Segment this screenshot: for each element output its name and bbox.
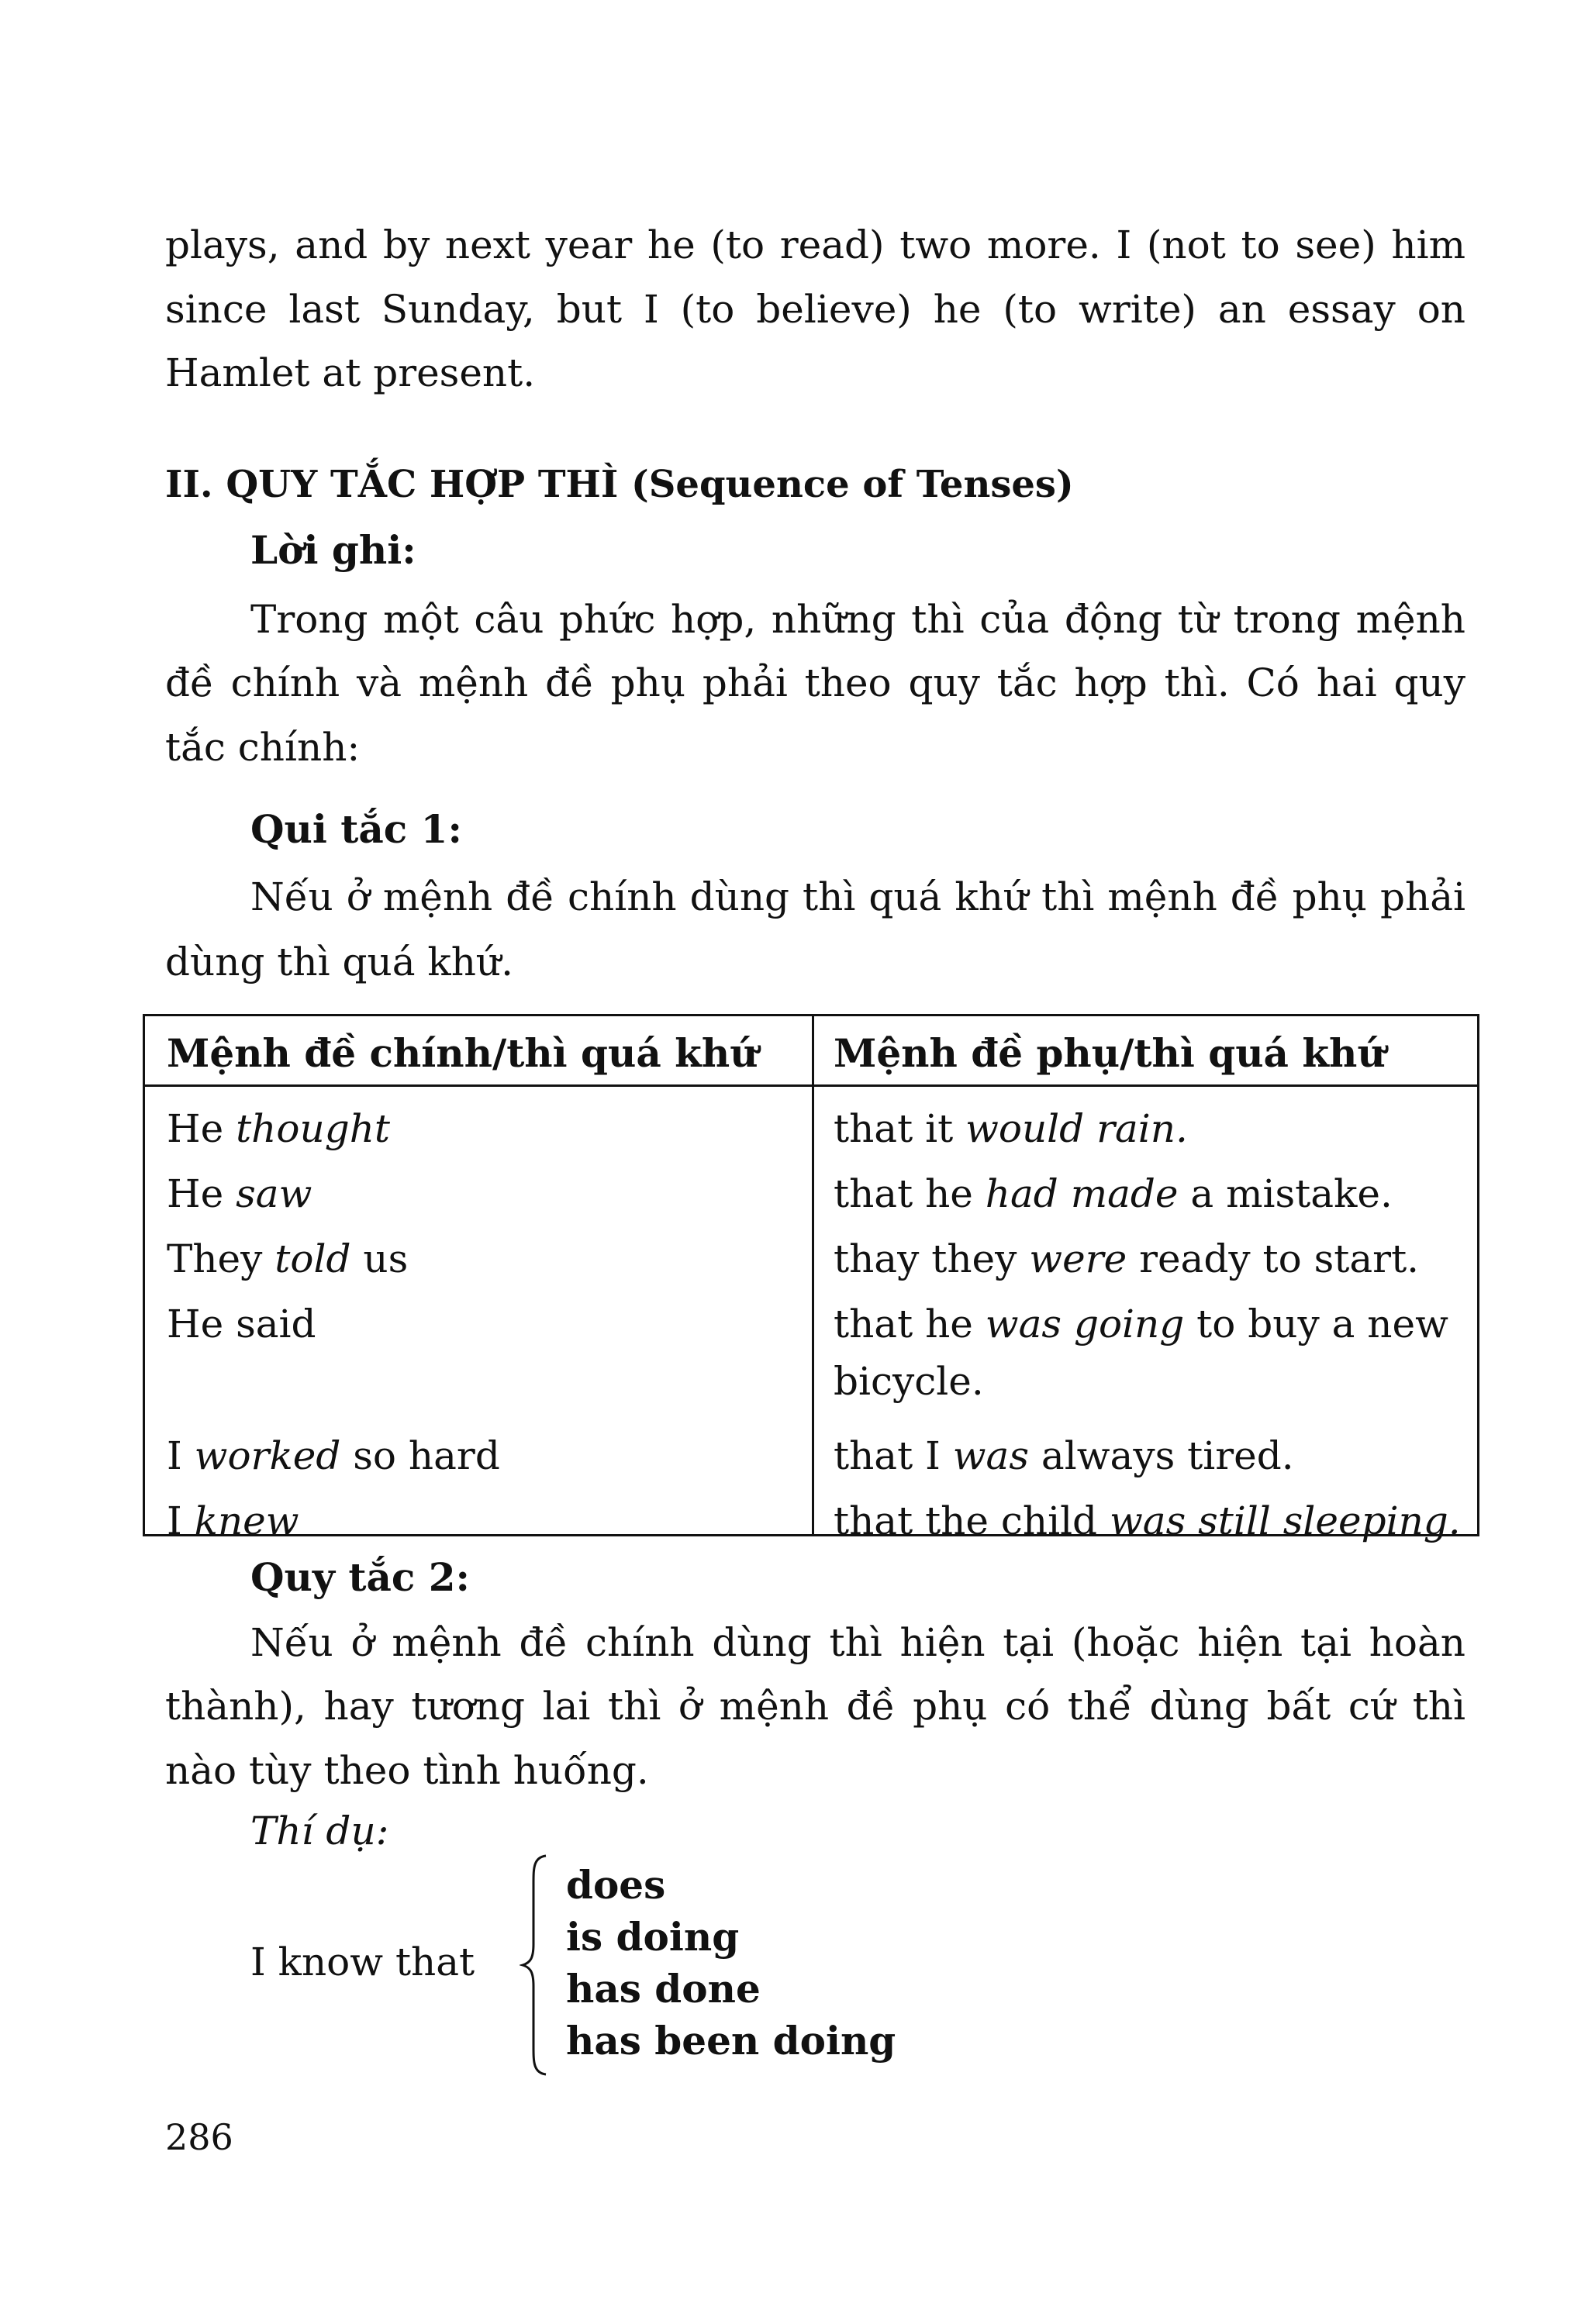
tense-table	[143, 1014, 1479, 1543]
table-cell-sub-seg-1: was still sleeping.	[1109, 1498, 1461, 1543]
table-cell-main-seg-0: He	[167, 1171, 236, 1216]
example-label: Thí dụ:	[250, 1809, 389, 1853]
table-cell-main-seg-1: saw	[236, 1171, 312, 1216]
table-cell-main	[167, 1302, 316, 1346]
table-cell-sub-continued	[834, 1359, 984, 1404]
section-title: II. QUY TẮC HỢP THÌ (Sequence of Tenses)	[165, 463, 1074, 506]
table-cell-main	[167, 1498, 299, 1543]
intro-line-3: Hamlet at present.	[165, 350, 536, 395]
rule-2-line-1: Nếu ở mệnh đề chính dùng thì hiện tại (hoặc hiện tại hoàn	[250, 1620, 1465, 1665]
table-cell-sub	[834, 1433, 1294, 1478]
table-cell-sub	[834, 1171, 1393, 1216]
intro-line-2: since last Sunday, but I (to believe) he (to write) an essay on	[165, 287, 1465, 332]
table-cell-sub-seg-0: that the child	[834, 1498, 1110, 1543]
table-cell-main-seg-0: He	[167, 1106, 236, 1151]
table-cell-sub-seg-0: that he	[834, 1171, 986, 1216]
example-option-1: does	[566, 1862, 666, 1908]
example-option-2: is doing	[566, 1914, 740, 1960]
table-cell-main-seg-1: thought	[236, 1106, 390, 1151]
table-cell-sub-seg-0: that it	[834, 1106, 966, 1151]
table-cell-sub-seg-2: to buy a new	[1184, 1302, 1448, 1346]
note-line-3: tắc chính:	[165, 725, 361, 770]
intro-line-1: plays, and by next year he (to read) two more. I (not to see) him	[165, 222, 1465, 267]
table-cell-sub-seg-1: were	[1029, 1236, 1127, 1281]
table-header-divider	[145, 1084, 1477, 1087]
table-cell-sub-seg-1: had made	[985, 1171, 1179, 1216]
note-label: Lời ghi:	[250, 527, 416, 573]
table-cell-main	[167, 1236, 408, 1281]
table-cell-sub-seg-2: always tired.	[1029, 1433, 1294, 1478]
table-cell-sub-seg-1: was	[952, 1433, 1030, 1478]
table-cell-main-seg-1: worked	[194, 1433, 341, 1478]
rule-2-label: Quy tắc 2:	[250, 1554, 470, 1600]
rule-1-line-2: dùng thì quá khứ.	[165, 940, 513, 984]
rule-2-line-3: nào tùy theo tình huống.	[165, 1748, 649, 1793]
page-number: 286	[165, 2116, 233, 2158]
rule-2-line-2: thành), hay tương lai thì ở mệnh đề phụ có thể dùng bất cứ thì	[165, 1684, 1465, 1729]
note-line-2: đề chính và mệnh đề phụ phải theo quy tắc hợp thì. Có hai quy	[165, 660, 1465, 705]
table-cell-sub	[834, 1106, 1188, 1151]
table-cell-sub-seg-2: ready to start.	[1127, 1236, 1420, 1281]
table-cell-sub-seg-1: was going	[985, 1302, 1185, 1346]
table-cell-main-seg-2: so hard	[340, 1433, 500, 1478]
rule-1-line-1: Nếu ở mệnh đề chính dùng thì quá khứ thì mệnh đề phụ phải	[250, 874, 1465, 919]
table-cell-main-seg-0: I	[167, 1433, 195, 1478]
table-cell-main-seg-1: told	[274, 1236, 351, 1281]
table-header-sub: Mệnh đề phụ/thì quá khứ	[834, 1030, 1386, 1076]
table-header-main: Mệnh đề chính/thì quá khứ	[167, 1030, 758, 1076]
example-option-3: has done	[566, 1966, 761, 2012]
table-cell-main	[167, 1433, 500, 1478]
note-line-1: Trong một câu phức hợp, những thì của động từ trong mệnh	[250, 597, 1465, 642]
table-cell-main-seg-0: I	[167, 1498, 195, 1543]
table-cell-sub	[834, 1302, 1448, 1346]
table-column-divider	[812, 1016, 814, 1534]
table-cell-main	[167, 1106, 390, 1151]
table-cell-main-seg-0: He said	[167, 1302, 316, 1346]
example-option-4: has been doing	[566, 2018, 896, 2064]
table-cell-main-seg-1: knew	[194, 1498, 299, 1543]
table-cell-sub	[834, 1498, 1461, 1543]
table-cell-sub-seg-1: would rain.	[965, 1106, 1188, 1151]
example-prefix: I know that	[250, 1940, 475, 1984]
table-cell-sub-seg-0: thay they	[834, 1236, 1030, 1281]
table-cell-sub-seg-0: that I	[834, 1433, 953, 1478]
table-cell-sub-seg-2: a mistake.	[1178, 1171, 1393, 1216]
curly-brace-icon	[520, 1853, 551, 2077]
table-cell-main-seg-2: us	[350, 1236, 409, 1281]
table-cell-sub-continued-seg-0: bicycle.	[834, 1359, 984, 1404]
rule-1-label: Qui tắc 1:	[250, 806, 462, 852]
table-cell-sub	[834, 1236, 1419, 1281]
table-cell-sub-seg-0: that he	[834, 1302, 986, 1346]
table-cell-main	[167, 1171, 312, 1216]
table-cell-main-seg-0: They	[167, 1236, 275, 1281]
